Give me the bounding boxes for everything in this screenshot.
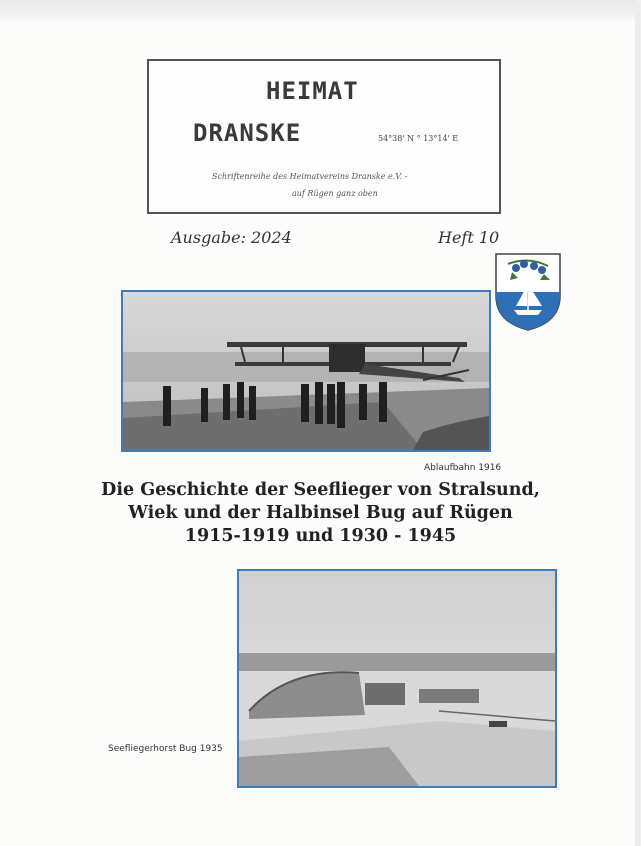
- seaplane-photo: [121, 290, 491, 452]
- issue-edition: Ausgabe: 2024: [171, 228, 292, 247]
- photo-caption-seefliegerhorst: Seefliegerhorst Bug 1935: [108, 744, 223, 754]
- scan-edge-right: [635, 0, 641, 846]
- issue-number: Heft 10: [438, 228, 500, 247]
- title-dranske: DRANSKE: [193, 119, 302, 147]
- title-box: [147, 59, 501, 214]
- title-heimat: HEIMAT: [266, 77, 359, 105]
- airbase-photo: [237, 569, 557, 788]
- geo-coordinates: 54°38' N ° 13°14' E: [378, 134, 459, 143]
- series-subtitle-line2: auf Rügen ganz oben: [292, 189, 378, 198]
- headline-line1: Die Geschichte der Seeflieger von Stralsund,: [101, 480, 540, 500]
- headline-line2: Wiek und der Halbinsel Bug auf Rügen: [128, 503, 513, 523]
- series-subtitle-line1: Schriftenreihe des Heimatvereins Dranske e.V. -: [212, 172, 408, 181]
- headline-line3: 1915-1919 und 1930 - 1945: [184, 526, 457, 546]
- photo-caption-ablaufbahn: Ablaufbahn 1916: [424, 463, 502, 473]
- dranske-coat-of-arms-icon: [494, 252, 562, 332]
- scan-edge-top: [0, 0, 641, 20]
- document-headline: [0, 479, 641, 548]
